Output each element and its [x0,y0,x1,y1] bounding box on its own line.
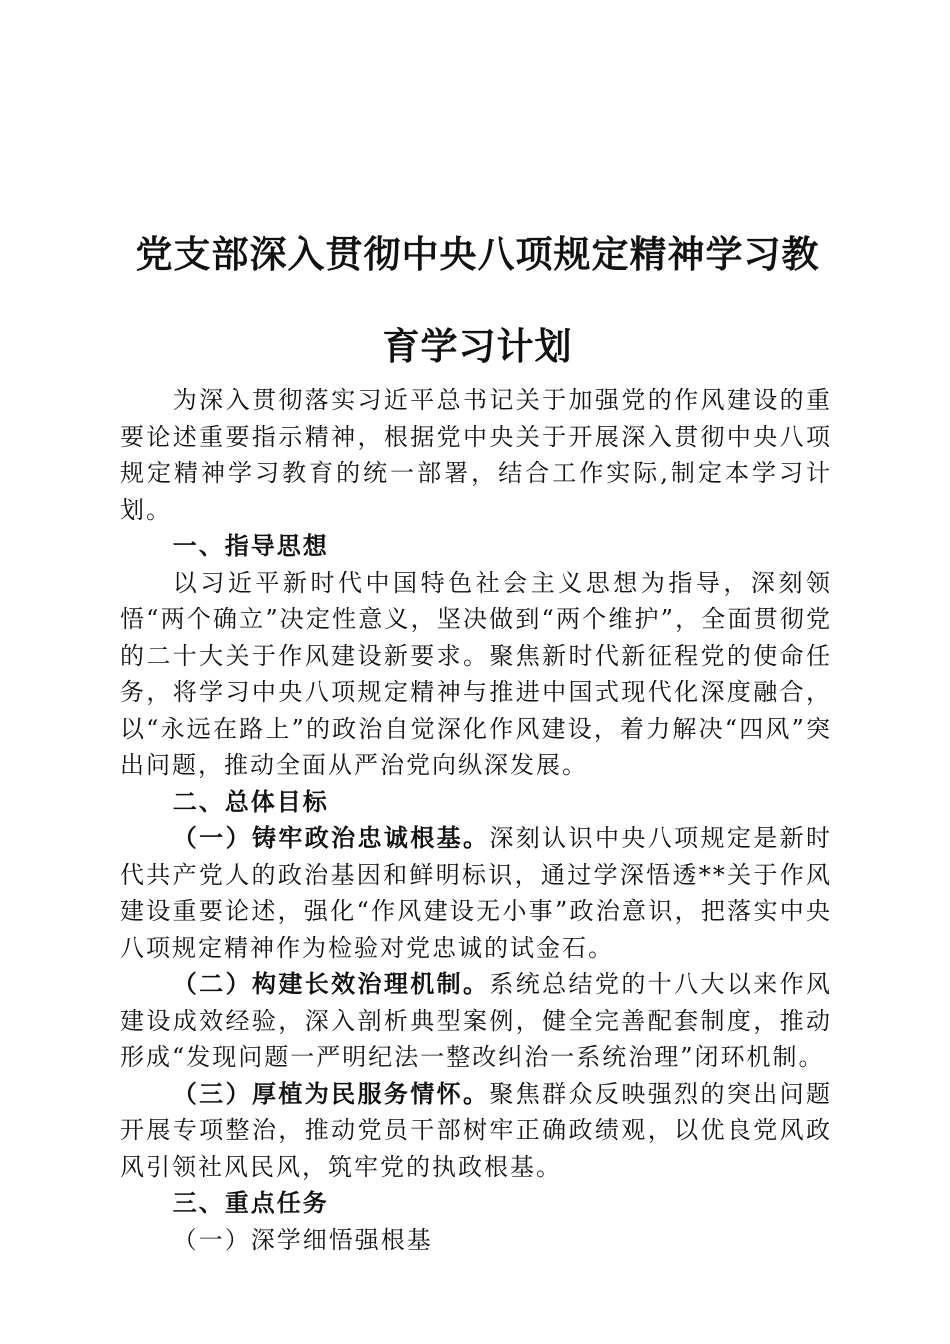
goal-lead-1: （一）铸牢政治忠诚根基。 [172,823,490,852]
goal-paragraph-1 [120,820,832,966]
guiding-ideology-paragraph: 以习近平新时代中国特色社会主义思想为指导，深刻领悟“两个确立”决定性意义，坚决做到“两个维护”，全面贯彻党的二十大关于作风建设新要求。聚焦新时代新征程党的使命任务，将学习中央八项规定精神与推进中国式现代化深度融合，以“永远在路上”的政治自觉深化作风建设，着力解决“四风”突出问题，推动全面从严治党向纵深发展。 [120,568,832,779]
goal-paragraph-3 [120,1076,832,1186]
goal-text-2: 系统总结党的十八大以来作风建设成效经验，深入剖析典型案例，健全完善配套制度，推动形成“发现问题一严明纪法一整改纠治一系统治理”闭环机制。 [120,970,833,1071]
document-title: 党支部深入贯彻中央八项规定精神学习教育学习计划 [135,232,820,368]
section-heading-key-tasks: 三、重点任务 [172,1189,329,1217]
document-body [120,382,832,1258]
goal-lead-2: （二）构建长效治理机制。 [172,969,490,998]
goal-text-1: 深刻认识中央八项规定是新时代共产党人的政治基因和鲜明标识，通过学深悟透**关于作风建设重要论述，强化“作风建设无小事”政治意识，把落实中央八项规定精神作为检验对党忠诚的试金石。 [120,824,833,962]
goal-lead-3: （三）厚植为民服务情怀。 [172,1078,490,1108]
goal-paragraph-2 [120,966,832,1076]
goal-text-3: 聚焦群众反映强烈的突出问题开展专项整治，推动党员干部树牢正确政绩观，以优良党风政风引领社风民风，筑牢党的执政根基。 [120,1079,833,1181]
section-heading-overall-goals: 二、总体目标 [172,787,329,816]
key-task-subheading-1: （一）深学细悟强根基 [172,1225,433,1254]
section-heading-guiding-ideology: 一、指导思想 [172,532,329,560]
intro-paragraph: 为深入贯彻落实习近平总书记关于加强党的作风建设的重要论述重要指示精神，根据党中央关于开展深入贯彻中央八项规定精神学习教育的统一部署，结合工作实际,制定本学习计划。 [120,386,832,524]
